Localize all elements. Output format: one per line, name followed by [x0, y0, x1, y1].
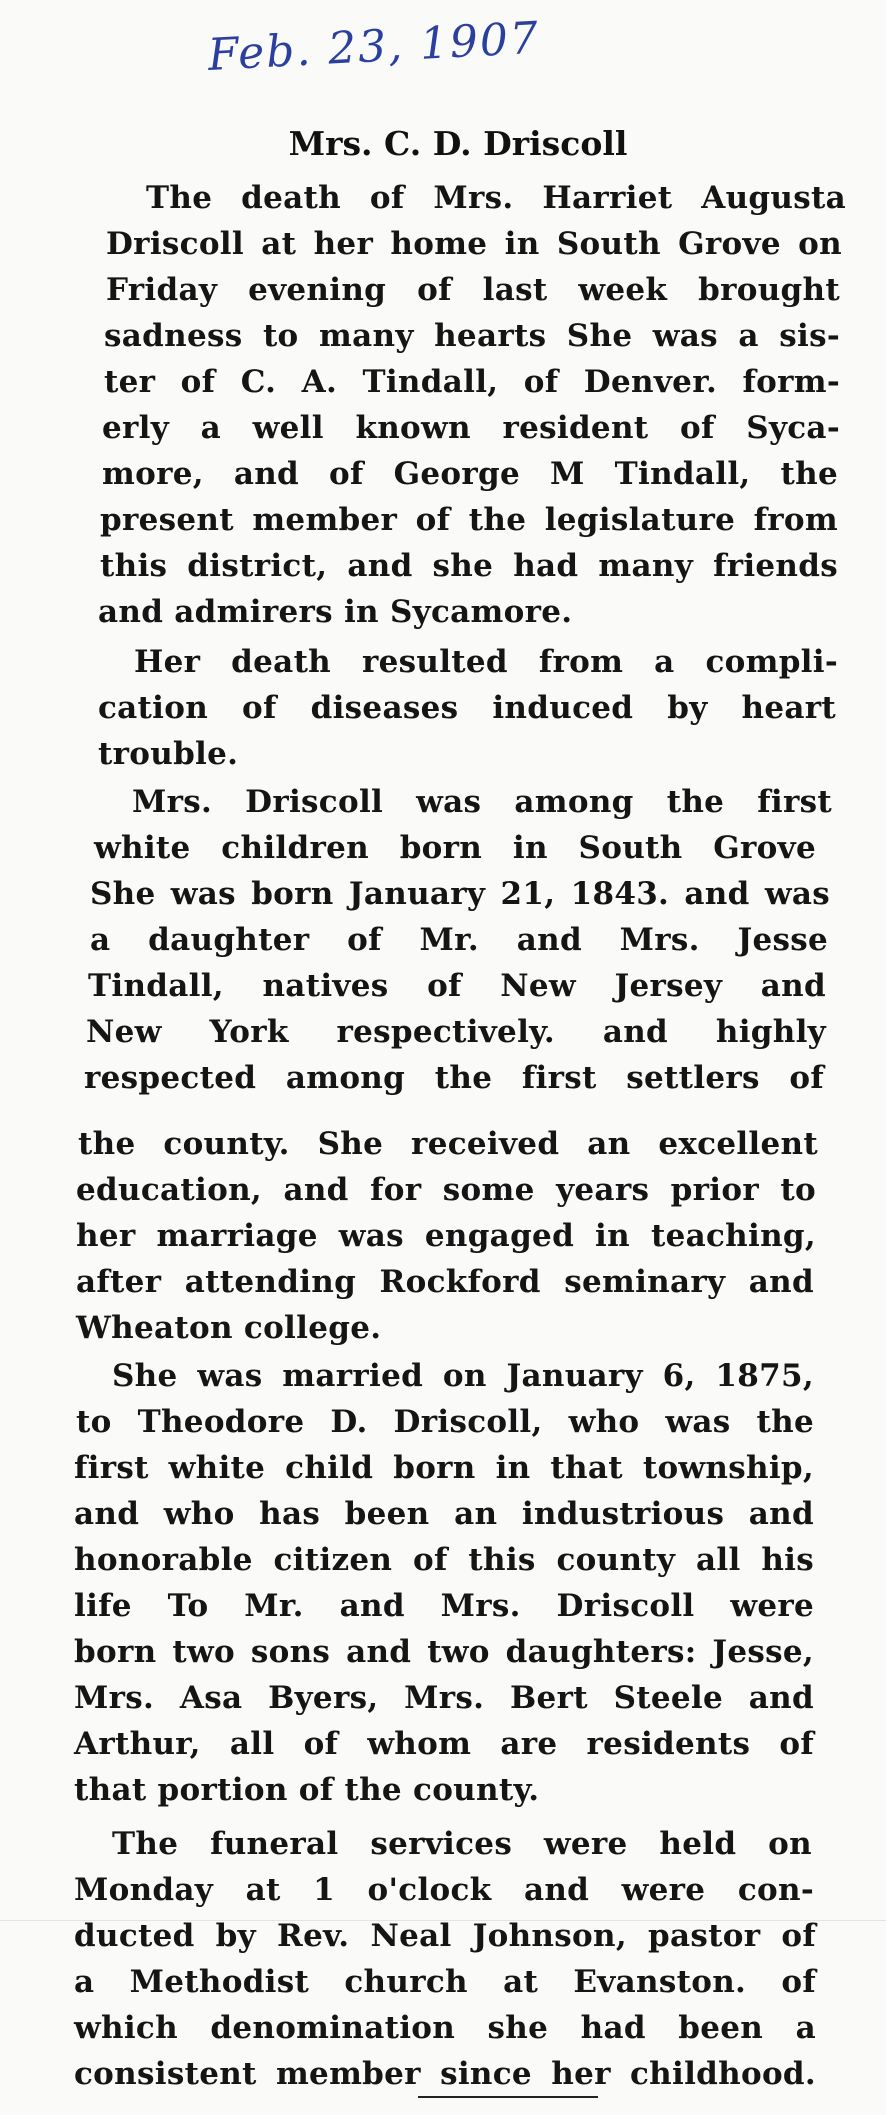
headline: Mrs. C. D. Driscoll: [288, 124, 628, 163]
text-line: that portion of the county.: [74, 1772, 540, 1808]
text-line: first white child born in that township,: [74, 1450, 814, 1486]
text-line: Mrs. Asa Byers, Mrs. Bert Steele and: [74, 1680, 814, 1716]
text-line: She was born January 21, 1843. and was: [90, 876, 830, 912]
text-line: honorable citizen of this county all his: [74, 1542, 814, 1578]
text-line: Wheaton college.: [76, 1310, 382, 1346]
text-line: She was married on January 6, 1875,: [112, 1358, 814, 1394]
text-line: trouble.: [98, 736, 239, 772]
text-line: a Methodist church at Evanston. of: [74, 1964, 816, 2000]
text-line: The funeral services were held on: [112, 1826, 812, 1862]
text-line: ducted by Rev. Neal Johnson, pastor of: [74, 1918, 816, 1954]
text-line: Monday at 1 o'clock and were con-: [74, 1872, 814, 1908]
text-line: after attending Rockford seminary and: [76, 1264, 814, 1300]
text-line: cation of diseases induced by heart: [98, 690, 836, 726]
text-line: this district, and she had many friends: [100, 548, 838, 584]
text-line: ter of C. A. Tindall, of Denver. form-: [104, 364, 840, 400]
text-line: respected among the first settlers of: [84, 1060, 824, 1096]
text-line: white children born in South Grove: [94, 830, 816, 866]
text-line: Tindall, natives of New Jersey and: [88, 968, 826, 1004]
text-line: and admirers in Sycamore.: [98, 594, 573, 630]
text-line: and who has been an industrious and: [74, 1496, 814, 1532]
text-line: Friday evening of last week brought: [106, 272, 840, 308]
text-line: Her death resulted from a compli-: [134, 644, 838, 680]
handwritten-date: Feb. 23, 1907: [206, 12, 542, 81]
text-line: Driscoll at her home in South Grove on: [106, 226, 842, 262]
text-line: erly a well known resident of Syca-: [102, 410, 840, 446]
text-line: life To Mr. and Mrs. Driscoll were: [74, 1588, 814, 1624]
pen-underline: [418, 2096, 598, 2098]
text-line: which denomination she had been a: [74, 2010, 816, 2046]
text-line: sadness to many hearts She was a sis-: [104, 318, 840, 354]
text-line: a daughter of Mr. and Mrs. Jesse: [90, 922, 828, 958]
text-line: education, and for some years prior to: [76, 1172, 816, 1208]
text-line: to Theodore D. Driscoll, who was the: [76, 1404, 814, 1440]
text-line: New York respectively. and highly: [86, 1014, 826, 1050]
text-line: Mrs. Driscoll was among the first: [132, 784, 832, 820]
text-line: born two sons and two daughters: Jesse,: [74, 1634, 814, 1670]
text-line: present member of the legislature from: [100, 502, 838, 538]
text-line: consistent member since her childhood.: [74, 2056, 816, 2092]
text-line: her marriage was engaged in teaching,: [76, 1218, 816, 1254]
text-line: more, and of George M Tindall, the: [102, 456, 838, 492]
text-line: the county. She received an excellent: [78, 1126, 818, 1162]
text-line: Arthur, all of whom are residents of: [74, 1726, 814, 1762]
text-line: The death of Mrs. Harriet Augusta: [146, 180, 846, 216]
